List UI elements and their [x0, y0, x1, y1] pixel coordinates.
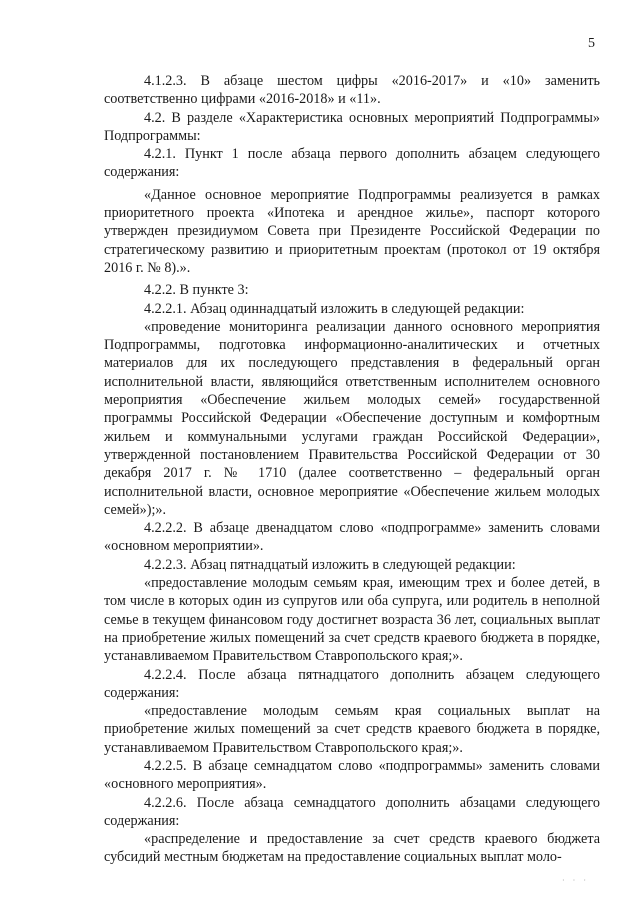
quote-paragraph-5: «распределение и предоставление за счет средств краевого бюджета субсидий местным бюджетам на предоставление социальных выплат моло-	[104, 831, 600, 866]
paragraph-4-2-2: 4.2.2. В пункте 3:	[144, 282, 249, 299]
quote-paragraph-2: «проведение мониторинга реализации данного основного мероприятия Подпрограммы, подготовка информационно-аналитических и отчетных материалов для их последующего представления в федеральный орган исполнительной власти, являющийся ответственным исполнителем основного мероприятия «Обеспечение жильем молодых семей» государственной программы Российской Федерации «Обеспечение доступным и комфортным жильем и коммунальными услугами граждан Российской Федерации», утвержденной постановлением Правительства Российской Федерации от 30 декабря 2017 г. № 1710 (далее соответственно – федеральный орган исполнительной власти, основное мероприятие «Обеспечение жильем молодых семей»);».	[104, 318, 600, 518]
page-number: 5	[588, 36, 595, 51]
paragraph-4-2-2-4: 4.2.2.4. После абзаца пятнадцатого дополнить абзацем следующего содержания:	[104, 666, 600, 701]
quote-paragraph-4: «предоставление молодым семьям края социальных выплат на приобретение жилых помещений за счет средств краевого бюджета в порядке, устанавливаемом Правительством Ставропольского края;».	[104, 703, 600, 756]
paragraph-4-2-2-1: 4.2.2.1. Абзац одиннадцатый изложить в следующей редакции:	[144, 300, 525, 317]
paragraph-4-2-2-6: 4.2.2.6. После абзаца семнадцатого дополнить абзацами следующего содержания:	[104, 794, 600, 829]
paragraph-4-1-2-3: 4.1.2.3. В абзаце шестом цифры «2016-2017» и «10» заменить соответственно цифрами «2016-2018» и «11».	[104, 73, 600, 108]
quote-paragraph-3: «предоставление молодым семьям края, имеющим трех и более детей, в том числе в которых один из супругов или оба супруга, или родитель в неполной семье в текущем финансовом году достигнет возраста 36 лет, социальных выплат на приобретение жилых помещений за счет средств краевого бюджета в порядке, устанавливаемом Правительством Ставропольского края;».	[104, 575, 600, 665]
paragraph-4-2: 4.2. В разделе «Характеристика основных мероприятий Подпрограммы» Подпрограммы:	[104, 109, 600, 144]
scan-artifact: · · ·	[562, 876, 589, 885]
paragraph-4-2-2-5: 4.2.2.5. В абзаце семнадцатом слово «подпрограммы» заменить словами «основного мероприятия».	[104, 757, 600, 793]
paragraph-4-2-2-3: 4.2.2.3. Абзац пятнадцатый изложить в следующей редакции:	[144, 556, 516, 573]
quote-paragraph-1: «Данное основное мероприятие Подпрограммы реализуется в рамках приоритетного проекта «Ипотека и арендное жилье», паспорт которого утвержден президиумом Совета при Президенте Российской Федерации по стратегическому развитию и приоритетным проектам (протокол от 19 октября 2016 г. № 8).».	[104, 186, 600, 276]
paragraph-4-2-1: 4.2.1. Пункт 1 после абзаца первого дополнить абзацем следующего содержания:	[104, 146, 600, 181]
paragraph-4-2-2-2: 4.2.2.2. В абзаце двенадцатом слово «подпрограмме» заменить словами «основном мероприятии».	[104, 520, 600, 555]
document-body	[104, 72, 600, 867]
